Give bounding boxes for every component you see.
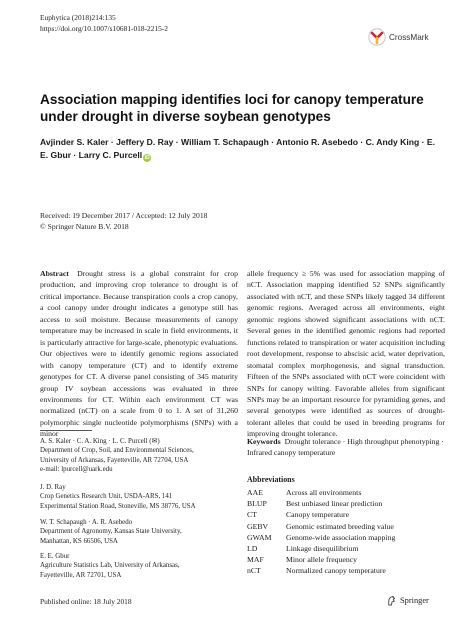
abbreviation-term: AAE	[247, 488, 263, 497]
abbreviation-definition: Linkage disequilibrium	[286, 544, 359, 554]
abbreviation-definition: Genome-wide association mapping	[286, 532, 396, 542]
abbreviation-term: GEBV	[247, 521, 269, 531]
crossmark-label: CrossMark	[389, 32, 429, 42]
orcid-icon[interactable]: iD	[144, 155, 150, 162]
abbreviation-definition: Best unbiased linear prediction	[286, 499, 383, 509]
affiliation-line: Department of Agronomy, Kansas State University,	[40, 528, 182, 536]
abbreviation-row	[247, 521, 395, 532]
affiliation-line: Crop Genetics Research Unit, USDA-ARS, 141	[40, 493, 173, 501]
affiliation-names: J. D. Ray	[40, 484, 66, 491]
crossmark-badge[interactable]	[368, 28, 429, 46]
affiliation-block-1	[40, 437, 238, 475]
abbreviation-term: nCT	[247, 566, 261, 576]
affiliation-email[interactable]: e-mail: lpurcell@uark.edu	[40, 466, 113, 474]
keywords-label: Keywords	[247, 437, 281, 446]
author-list	[40, 136, 440, 162]
affiliation-line: Fayetteville, AR 72701, USA	[40, 571, 122, 579]
affiliation-names: E. E. Gbur	[40, 553, 70, 560]
abbreviation-definition: Minor allele frequency	[286, 555, 358, 565]
affiliation-names: A. S. Kaler · C. A. King · L. C. Purcell (✉)	[40, 438, 160, 445]
abstract-text-left: Drought stress is a global constraint for crop production, and improving crop tolerance to drought is of critical importance. Because transpiration cools a crop canopy, a cool canopy under drought indicates a genotype still has access to soil moisture. Because measurements of canopy temperature may be increased in scale in field environments, it is particularly attractive for large-scale, phenotypic evaluations. Our objectives were to identify genomic regions associated with canopy temperature (CT) and to identify extreme genotypes for CT. A diverse panel consisting of 345 maturity group IV soybean accessions was evaluated in three environments for CT. Within each environment CT was normalized (nCT) on a scale from 0 to 1. A set of 31,260 polymorphic single nucleotide polymorphisms (SNPs) with a minor	[40, 269, 238, 439]
springer-horse-icon	[386, 595, 397, 606]
journal-header	[40, 13, 168, 34]
journal-citation: Euphytica (2018)214:135	[40, 13, 116, 22]
affiliation-line: Agriculture Statistics Lab, University of Arkansas,	[40, 562, 180, 570]
received-accepted: Received: 19 December 2017 / Accepted: 12 July 2018	[40, 211, 208, 220]
abbreviation-row	[247, 554, 395, 565]
affiliation-line: Department of Crop, Soil, and Environmental Sciences,	[40, 447, 194, 455]
affiliation-block-2	[40, 483, 238, 511]
abstract-left-column	[40, 268, 238, 440]
springer-label: Springer	[400, 596, 429, 605]
abbreviation-definition: Across all environments	[286, 488, 362, 497]
article-title: Association mapping identifies loci for canopy temperature under drought in diverse soybean genotypes	[40, 92, 424, 124]
affiliation-line: University of Arkansas, Fayetteville, AR 72704, USA	[40, 456, 189, 464]
footnote-divider	[40, 430, 92, 431]
springer-logo	[386, 595, 429, 606]
abbreviation-row	[247, 565, 395, 576]
abbreviation-row	[247, 543, 395, 554]
keywords-text: Drought tolerance · High throughput phenotyping · Infrared canopy temperature	[247, 437, 444, 457]
affiliation-block-4	[40, 552, 238, 580]
affiliation-line: Manhattan, KS 66506, USA	[40, 537, 118, 545]
abbreviation-term: LD	[247, 544, 258, 554]
author-names: Avjinder S. Kaler · Jeffery D. Ray · William T. Schapaugh · Antonio R. Asebedo · C. Andy King · E. E. Gbur · Larry C. Purcell	[40, 137, 435, 161]
abbreviation-definition: Genomic estimated breeding value	[286, 521, 394, 531]
affiliation-names: W. T. Schapaugh · A. R. Asebedo	[40, 519, 133, 526]
abstract-right-column: allele frequency ≥ 5% was used for association mapping of nCT. Association mapping identified 52 SNPs significantly associated with nCT, and these SNPs likely tagged 34 different genomic regions. Averaged across all environments, eight genomic regions showed significant associations with nCT. Several genes in the identified genomic regions had reported functions related to transpiration or water acquisition including root development, response to abscisic acid, water deprivation, stomatal complex morphogenesis, and signal transduction. Fifteen of the SNPs associated with nCT were coincident with SNPs for canopy wilting. Favorable alleles from significant SNPs may be an important resource for pyramiding genes, and several genotypes were identified as sources of drought-tolerant alleles that could be used in breeding programs for improving drought tolerance.	[247, 269, 445, 439]
abbreviations-heading: Abbreviations	[247, 475, 295, 484]
article-dates	[40, 211, 207, 232]
affiliation-line: Experimental Station Road, Stoneville, MS 38776, USA	[40, 502, 196, 510]
affiliation-block-3	[40, 518, 238, 546]
abbreviation-row	[247, 509, 395, 520]
abbreviation-term: GWAM	[247, 532, 272, 542]
abbreviation-row	[247, 487, 395, 498]
abbreviation-definition: Normalized canopy temperature	[286, 566, 386, 576]
published-date: Published online: 18 July 2018	[40, 597, 132, 606]
abbreviation-row	[247, 498, 395, 509]
abbreviation-term: CT	[247, 510, 257, 520]
copyright-notice: © Springer Nature B.V. 2018	[40, 221, 129, 231]
abbreviation-row	[247, 532, 395, 543]
abbreviation-term: BLUP	[247, 499, 267, 509]
abstract-heading: Abstract	[40, 269, 69, 278]
abbreviation-definition: Canopy temperature	[286, 510, 350, 520]
doi-link[interactable]: https://doi.org/10.1007/s10681-018-2215-2	[40, 23, 168, 33]
abbreviations-table	[247, 487, 395, 577]
crossmark-icon	[368, 28, 386, 46]
keywords-section	[247, 436, 447, 458]
abbreviation-term: MAF	[247, 555, 264, 565]
